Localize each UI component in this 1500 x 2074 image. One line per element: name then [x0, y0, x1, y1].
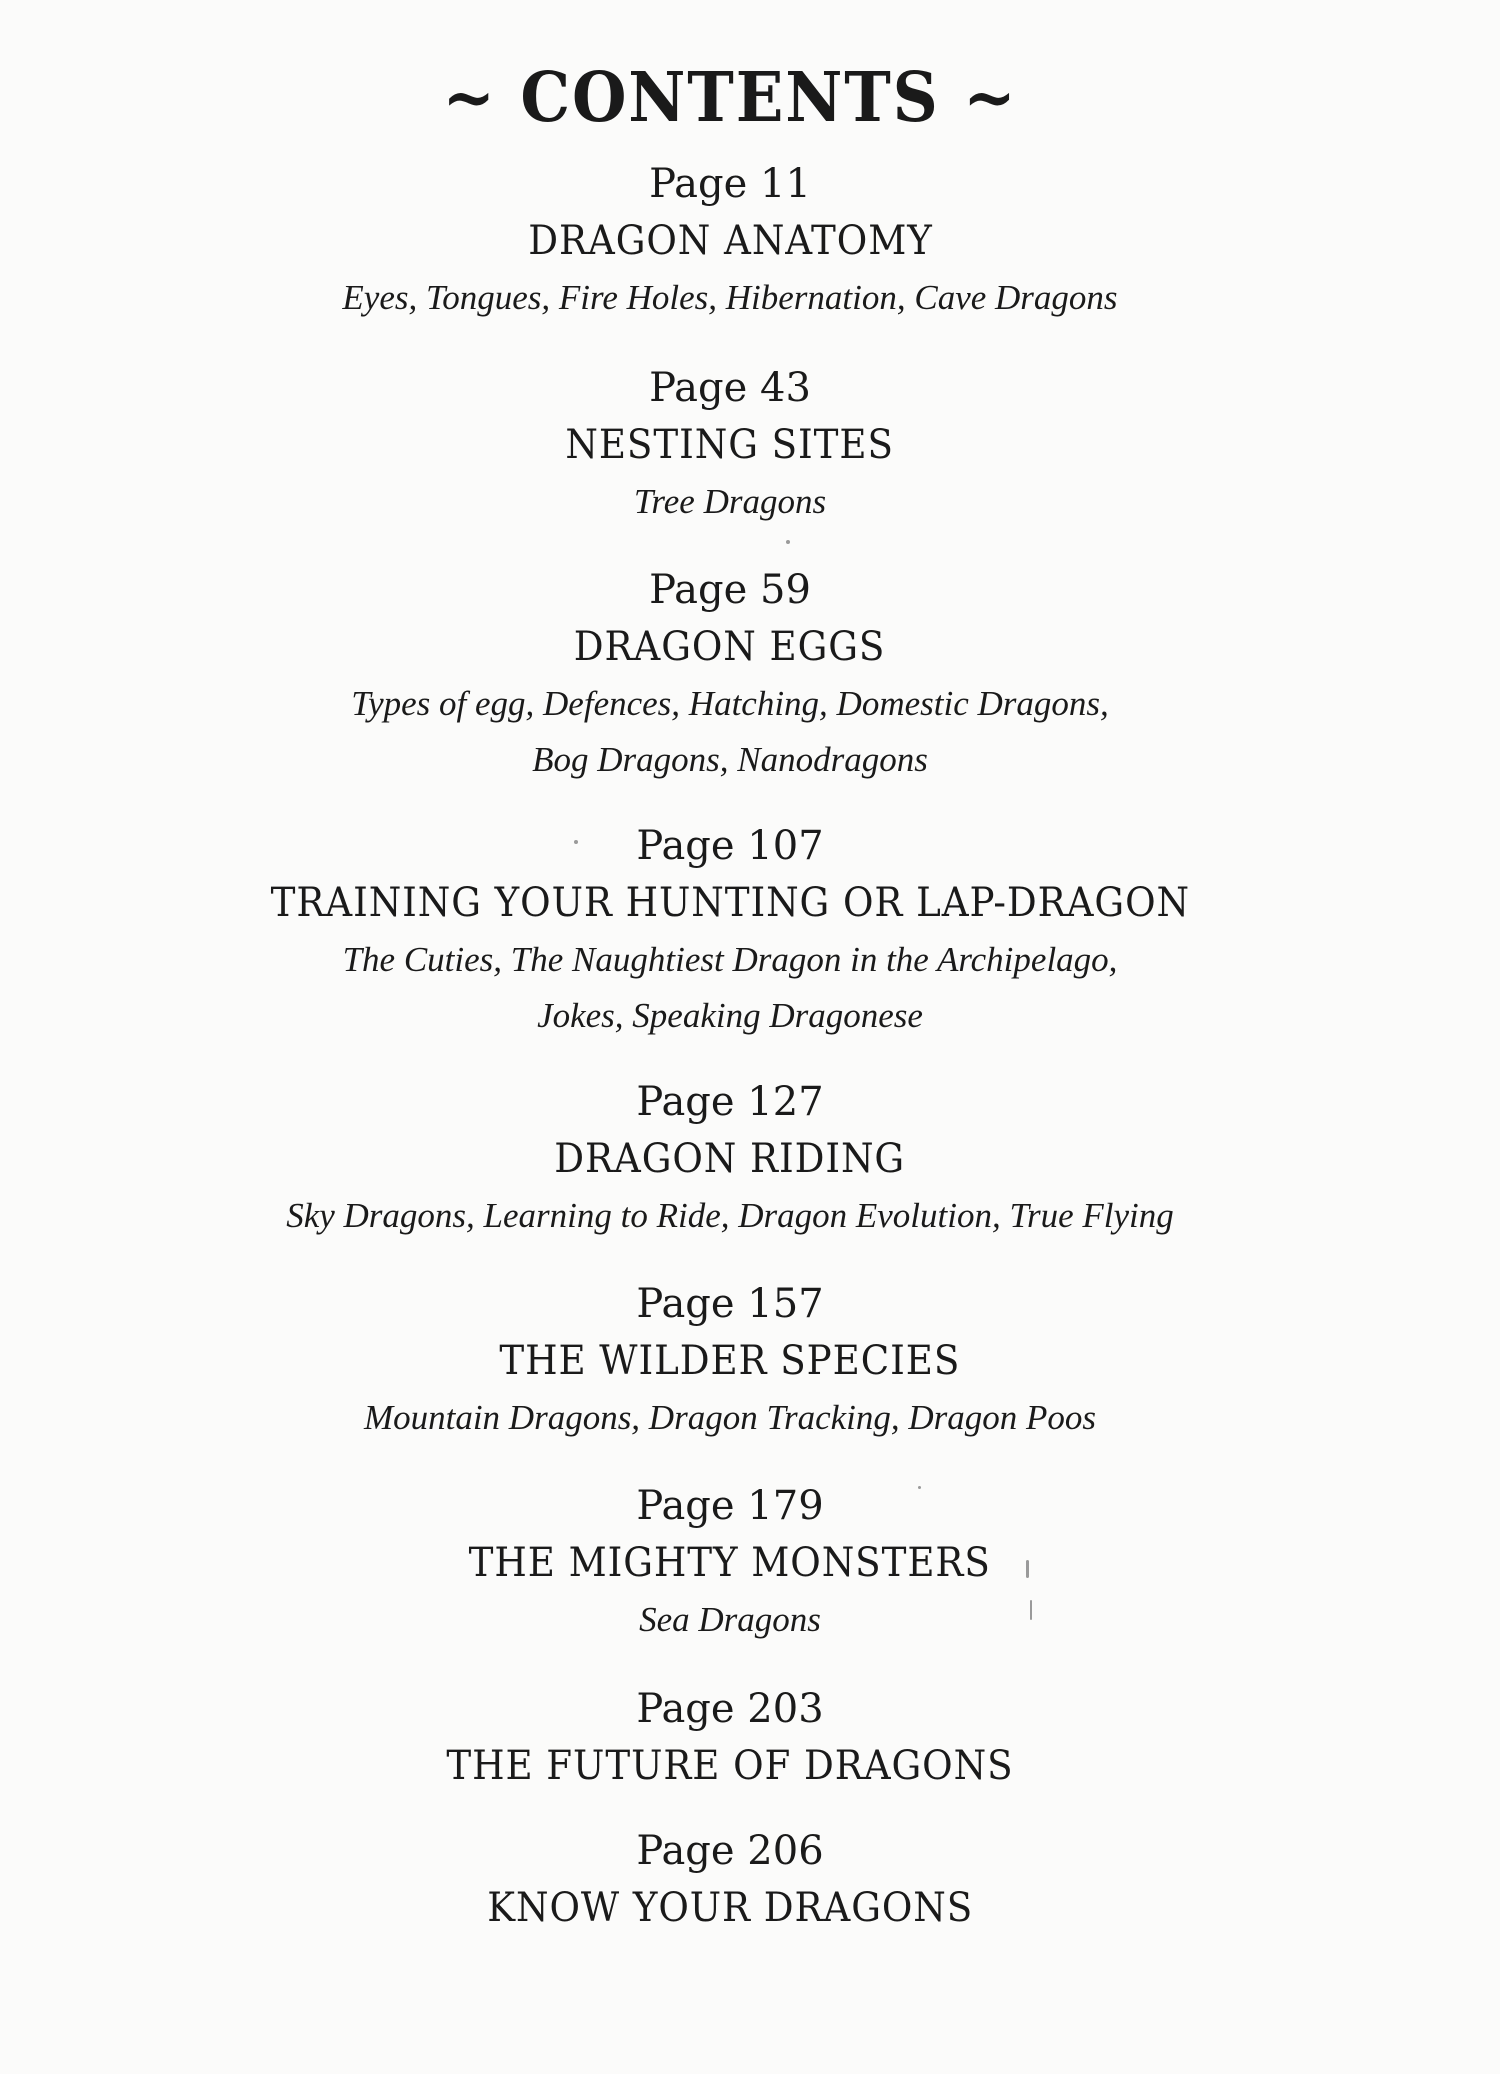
toc-page-number: Page 107 [636, 823, 824, 869]
scan-speck [918, 1486, 921, 1489]
toc-heading: KNOW YOUR DRAGONS [487, 1885, 973, 1931]
scan-speck [786, 540, 790, 544]
toc-subtopics: Sea Dragons [639, 1600, 821, 1639]
toc-entry-know-your-dragons[interactable] [0, 1823, 1460, 1937]
toc-page-number: Page 206 [636, 1828, 824, 1874]
scan-speck [1030, 1600, 1032, 1620]
toc-heading: DRAGON ANATOMY [527, 218, 933, 264]
toc-entry-dragon-anatomy[interactable] [0, 156, 1460, 326]
toc-subtopics: Types of egg, Defences, Hatching, Domestic Dragons, [351, 684, 1109, 723]
toc-page-number: Page 11 [649, 161, 811, 207]
toc-subtopics: Mountain Dragons, Dragon Tracking, Dragon Poos [363, 1398, 1097, 1437]
toc-heading: THE MIGHTY MONSTERS [468, 1540, 992, 1586]
toc-heading: DRAGON EGGS [574, 624, 886, 670]
toc-entry-wilder-species[interactable] [0, 1276, 1460, 1446]
toc-entry-dragon-riding[interactable] [0, 1074, 1460, 1244]
toc-subtopics: Jokes, Speaking Dragonese [537, 996, 923, 1035]
toc-heading: NESTING SITES [565, 422, 895, 468]
toc-subtopics: Tree Dragons [633, 482, 827, 521]
toc-page-number: Page 127 [636, 1079, 824, 1125]
toc-subtopics: Eyes, Tongues, Fire Holes, Hibernation, Cave Dragons [342, 278, 1118, 317]
page-title: ~ CONTENTS ~ [442, 58, 1018, 138]
toc-page-number: Page 157 [636, 1281, 824, 1327]
toc-heading: THE WILDER SPECIES [499, 1338, 961, 1384]
toc-page-number: Page 43 [649, 365, 811, 411]
toc-entry-future-of-dragons[interactable] [0, 1681, 1460, 1795]
toc-entry-mighty-monsters[interactable] [0, 1478, 1460, 1648]
scan-speck [1026, 1560, 1029, 1578]
toc-heading: DRAGON RIDING [554, 1136, 906, 1182]
toc-subtopics: Bog Dragons, Nanodragons [532, 740, 928, 779]
toc-page-number: Page 59 [649, 567, 811, 613]
scan-speck [574, 840, 578, 844]
toc-entry-dragon-eggs[interactable] [0, 562, 1460, 788]
toc-page-number: Page 203 [636, 1686, 824, 1732]
toc-page-number: Page 179 [636, 1483, 824, 1529]
toc-subtopics: Sky Dragons, Learning to Ride, Dragon Evolution, True Flying [286, 1196, 1174, 1235]
toc-heading: TRAINING YOUR HUNTING OR LAP-DRAGON [270, 880, 1190, 926]
toc-entry-nesting-sites[interactable] [0, 360, 1460, 530]
toc-entry-training[interactable] [0, 818, 1460, 1044]
toc-heading: THE FUTURE OF DRAGONS [446, 1743, 1014, 1789]
toc-subtopics: The Cuties, The Naughtiest Dragon in the Archipelago, [342, 940, 1118, 979]
